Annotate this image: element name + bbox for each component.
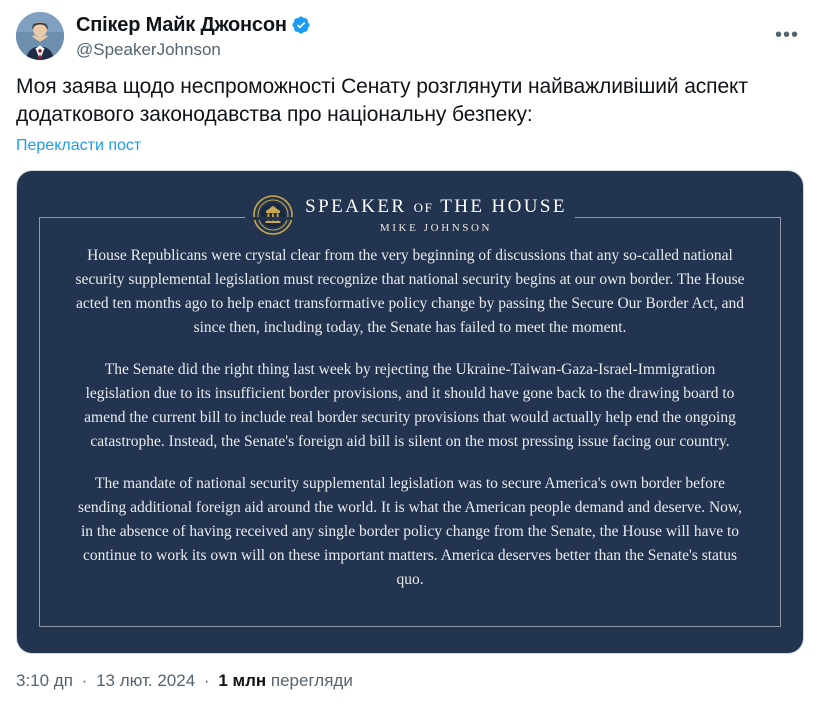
views-count: 1 млн	[218, 671, 267, 690]
statement-paragraph: House Republicans were crystal clear from the very beginning of discussions that any so-called national security supplemental legislation must recognize that national security begins at our own border. The House acted ten months ago to help enact transformative policy change by passing the Secure Our Border Act, and since then, including today, the Senate has failed to meet the moment.	[75, 247, 745, 336]
views-label: перегляди	[270, 671, 353, 690]
tweet-date: 13 лют. 2024	[96, 671, 196, 690]
statement-title-the-house: THE HOUSE	[440, 196, 567, 217]
tweet-text: Моя заява щодо неспроможності Сенату розглянути найважливіший аспект додаткового законодавства про національну безпеку:	[16, 75, 748, 126]
more-options-icon[interactable]: •••	[774, 24, 799, 46]
statement-image-card[interactable]	[16, 170, 804, 654]
verified-badge-icon	[291, 15, 311, 35]
statement-paragraph: The mandate of national security supplemental legislation was to secure America's own border before sending additional foreign aid around the world. It is what the American people demand and deserve. Now, in the absence of having received any single border policy change from the Senate, the House will have to continue to work its own will on these important matters. America deserves better than the Senate's status quo.	[77, 475, 742, 588]
statement-paragraph: The Senate did the right thing last week by rejecting the Ukraine-Taiwan-Gaza-Israel-Immigration legislation due to its insufficient border provisions, and it should have gone back to the drawing board to amend the current bill to include real border security provisions that would actually help end the ongoing catastrophe. Instead, the Senate's foreign aid bill is silent on the most pressing issue facing our country.	[84, 361, 736, 450]
statement-title-main: SPEAKER	[305, 196, 407, 217]
translate-post-link[interactable]: Перекласти пост	[16, 137, 142, 154]
statement-subtitle: MIKE JOHNSON	[379, 222, 493, 234]
display-name[interactable]: Спікер Майк Джонсон	[76, 14, 287, 36]
name-row	[76, 13, 311, 37]
tweet-header	[16, 12, 804, 61]
frame-mask	[245, 217, 575, 220]
header-text	[76, 12, 311, 61]
tweet-footer	[16, 670, 804, 706]
statement-title-line	[305, 196, 567, 219]
footer-separator: ·	[203, 671, 210, 690]
handle[interactable]: @SpeakerJohnson	[76, 40, 221, 59]
footer-separator: ·	[81, 671, 88, 690]
tweet-time: 3:10 дп	[16, 671, 73, 690]
statement-inner	[17, 171, 803, 653]
statement-title-of: OF	[413, 200, 434, 215]
avatar[interactable]	[16, 12, 64, 60]
statement-frame	[39, 217, 781, 627]
